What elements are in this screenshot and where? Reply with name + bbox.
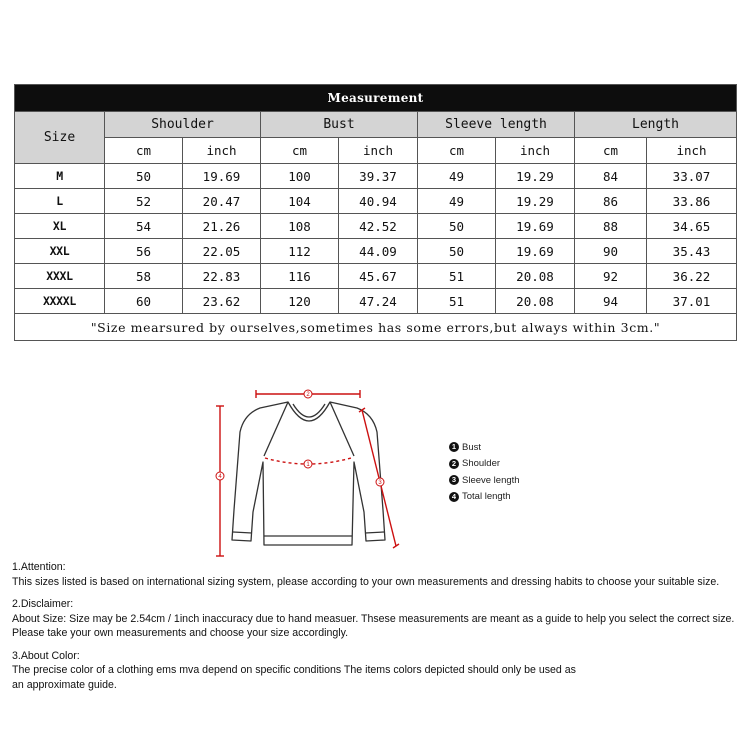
table-cell: 104	[261, 189, 339, 214]
size-cell: L	[15, 189, 105, 214]
table-cell: 92	[575, 264, 647, 289]
table-cell: 23.62	[183, 289, 261, 314]
color-text: The precise color of a clothing ems mva depend on specific conditions The items colors depicted should only be used as	[12, 664, 576, 676]
legend-label: Shoulder	[462, 458, 501, 470]
table-cell: 35.43	[647, 239, 737, 264]
table-cell: 52	[105, 189, 183, 214]
unit-header: inch	[183, 138, 261, 164]
table-cell: 50	[418, 239, 496, 264]
table-cell: 44.09	[339, 239, 418, 264]
table-cell: 22.05	[183, 239, 261, 264]
table-cell: 54	[105, 214, 183, 239]
table-cell: 19.69	[496, 239, 575, 264]
table-cell: 34.65	[647, 214, 737, 239]
table-cell: 45.67	[339, 264, 418, 289]
sweater-measurement-diagram	[200, 380, 410, 570]
table-row	[15, 214, 737, 239]
table-cell: 39.37	[339, 164, 418, 189]
unit-header: inch	[496, 138, 575, 164]
table-cell: 19.69	[183, 164, 261, 189]
group-header-bust: Bust	[261, 112, 418, 138]
group-header-length: Length	[575, 112, 737, 138]
table-cell: 19.69	[496, 214, 575, 239]
table-footnote: "Size mearsured by ourselves,sometimes has some errors,but always within 3cm."	[15, 314, 737, 341]
unit-header: cm	[575, 138, 647, 164]
table-cell: 19.29	[496, 164, 575, 189]
group-header-shoulder: Shoulder	[105, 112, 261, 138]
size-cell: XL	[15, 214, 105, 239]
table-cell: 86	[575, 189, 647, 214]
table-cell: 90	[575, 239, 647, 264]
disclaimer-text: Please take your own measurements and choose your size accordingly.	[12, 627, 349, 639]
marker-label: 1	[306, 462, 310, 469]
attention-title: 1.Attention:	[12, 561, 66, 573]
measurement-legend	[449, 439, 520, 505]
disclaimer-text: About Size: Size may be 2.54cm / 1inch inaccuracy due to hand measuer. Thsese measurements are meant as a guide to help you select the correct size.	[12, 612, 735, 625]
table-cell: 108	[261, 214, 339, 239]
table-cell: 49	[418, 189, 496, 214]
marker-label: 2	[306, 392, 310, 399]
table-cell: 21.26	[183, 214, 261, 239]
sweater-illustration	[200, 380, 410, 570]
table-cell: 51	[418, 264, 496, 289]
table-row	[15, 289, 737, 314]
legend-item-bust	[449, 439, 520, 456]
table-cell: 40.94	[339, 189, 418, 214]
size-cell: M	[15, 164, 105, 189]
measurement-lines	[216, 390, 399, 556]
unit-header: inch	[647, 138, 737, 164]
measurement-markers	[216, 390, 384, 486]
table-cell: 49	[418, 164, 496, 189]
legend-number-icon: 4	[449, 492, 459, 502]
legend-label: Total length	[462, 491, 511, 503]
table-cell: 60	[105, 289, 183, 314]
table-cell: 100	[261, 164, 339, 189]
legend-number-icon: 3	[449, 475, 459, 485]
table-cell: 84	[575, 164, 647, 189]
table-cell: 33.07	[647, 164, 737, 189]
table-cell: 88	[575, 214, 647, 239]
table-cell: 120	[261, 289, 339, 314]
marker-label: 4	[218, 474, 222, 481]
size-column-header: Size	[15, 112, 105, 164]
table-cell: 42.52	[339, 214, 418, 239]
size-notes	[12, 560, 742, 692]
color-text: an approximate guide.	[12, 678, 117, 691]
legend-item-sleeve-length	[449, 472, 520, 489]
size-cell: XXL	[15, 239, 105, 264]
attention-text: This sizes listed is based on international sizing system, please according to your own measurements and dressing habits to choose your suitable size.	[12, 575, 720, 588]
table-cell: 36.22	[647, 264, 737, 289]
unit-header: inch	[339, 138, 418, 164]
table-cell: 112	[261, 239, 339, 264]
legend-label: Sleeve length	[462, 474, 520, 486]
table-cell: 19.29	[496, 189, 575, 214]
table-cell: 47.24	[339, 289, 418, 314]
table-row	[15, 164, 737, 189]
table-cell: 33.86	[647, 189, 737, 214]
table-row	[15, 239, 737, 264]
size-chart-table	[14, 84, 737, 341]
group-header-sleeve-length: Sleeve length	[418, 112, 575, 138]
unit-header: cm	[418, 138, 496, 164]
table-cell: 94	[575, 289, 647, 314]
color-title: 3.About Color:	[12, 649, 80, 662]
marker-label: 3	[378, 480, 382, 487]
table-row	[15, 264, 737, 289]
table-cell: 20.47	[183, 189, 261, 214]
table-cell: 50	[105, 164, 183, 189]
legend-number-icon: 2	[449, 459, 459, 469]
unit-header: cm	[105, 138, 183, 164]
table-title: Measurement	[15, 85, 737, 112]
table-cell: 58	[105, 264, 183, 289]
table-cell: 37.01	[647, 289, 737, 314]
table-cell: 20.08	[496, 289, 575, 314]
size-cell: XXXL	[15, 264, 105, 289]
size-cell: XXXXL	[15, 289, 105, 314]
table-row	[15, 189, 737, 214]
table-cell: 56	[105, 239, 183, 264]
legend-label: Bust	[462, 441, 482, 453]
table-cell: 22.83	[183, 264, 261, 289]
table-cell: 50	[418, 214, 496, 239]
unit-header: cm	[261, 138, 339, 164]
garment-outline	[232, 402, 385, 545]
legend-number-icon: 1	[449, 442, 459, 452]
disclaimer-title: 2.Disclaimer:	[12, 598, 74, 610]
table-cell: 116	[261, 264, 339, 289]
legend-item-total-length	[449, 489, 520, 506]
legend-item-shoulder	[449, 456, 520, 473]
table-cell: 20.08	[496, 264, 575, 289]
table-cell: 51	[418, 289, 496, 314]
